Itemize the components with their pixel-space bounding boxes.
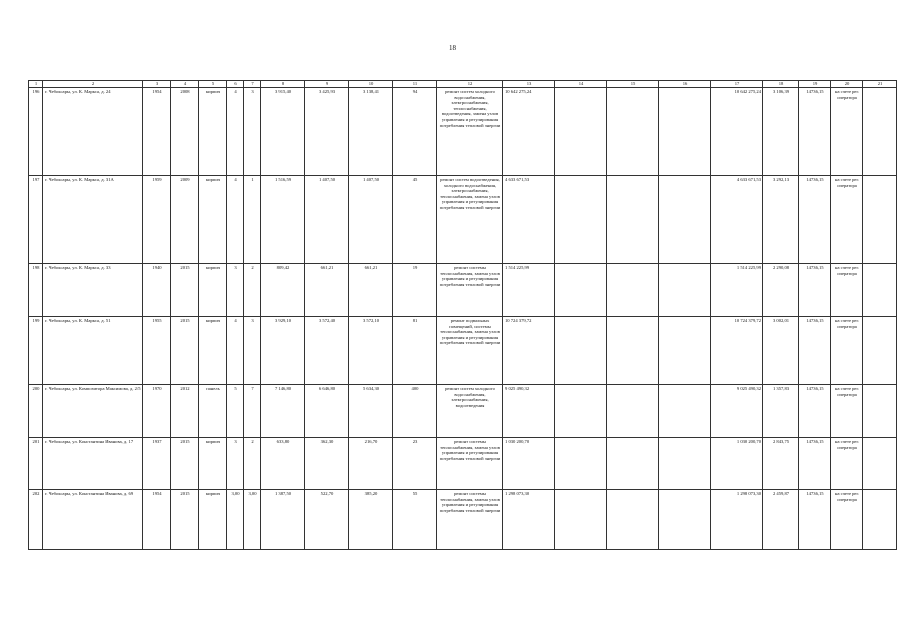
cell-works: ремонт систем водоотведения, холодного водоснабжения, электроснабжения, теплоснабжения, замена узлов управления и регулирования потребления тепловой энергии xyxy=(437,176,503,264)
cell-area-owned: 661,21 xyxy=(349,264,393,317)
column-number: 4 xyxy=(171,81,199,88)
cell-cost-total: 10 642 275,24 xyxy=(503,88,555,176)
cell-entrances: 3 xyxy=(244,317,261,385)
cell-entrances: 1 xyxy=(244,176,261,264)
cell-floors: 5 xyxy=(227,385,244,438)
cell-total-area: 3 915,40 xyxy=(261,88,305,176)
cell-total-area: 1 516,59 xyxy=(261,176,305,264)
cell-cost-owners: 1 030 200,70 xyxy=(711,438,763,490)
cell-cost-fund xyxy=(555,264,607,317)
column-number: 18 xyxy=(763,81,799,88)
cell-cost-per-sqm: 3 106,39 xyxy=(763,88,799,176)
cell-area-residential: 6 646,80 xyxy=(305,385,349,438)
cell-cost-fund xyxy=(555,438,607,490)
cell-residents: 94 xyxy=(393,88,437,176)
cell-limit-cost: 14736,15 xyxy=(799,490,831,550)
cell-cost-budget-region xyxy=(607,317,659,385)
cell-works: ремонт системы теплоснабжения, замена узлов управления и регулирования потребления тепловой энергии xyxy=(437,490,503,550)
cell-address: г. Чебоксары, ул. Константина Иванова, д. 17 xyxy=(43,438,143,490)
cell-year-built: 1970 xyxy=(143,385,171,438)
cell-total-area: 633,80 xyxy=(261,438,305,490)
table-row xyxy=(29,438,897,490)
cell-residents: 19 xyxy=(393,264,437,317)
cell-material: кирпич xyxy=(199,438,227,490)
cell-year-built: 1959 xyxy=(143,176,171,264)
cell-extra xyxy=(863,176,897,264)
cell-total-area: 7 146,80 xyxy=(261,385,305,438)
cell-cost-fund xyxy=(555,88,607,176)
column-number: 8 xyxy=(261,81,305,88)
cell-material: кирпич xyxy=(199,490,227,550)
cell-cost-owners: 4 633 671,53 xyxy=(711,176,763,264)
cell-total-area: 3 929,10 xyxy=(261,317,305,385)
cell-area-owned: 3 138,41 xyxy=(349,88,393,176)
column-number: 6 xyxy=(227,81,244,88)
cell-method: на счете рег. оператора xyxy=(831,317,863,385)
table-row xyxy=(29,385,897,438)
column-number: 13 xyxy=(503,81,555,88)
column-number: 9 xyxy=(305,81,349,88)
cell-works: ремонт систем холодного водоснабжения, электроснабжения, теплоснабжения, водоотведения, замена узлов управления и регулирования потребления тепловой энергии xyxy=(437,88,503,176)
cell-cost-per-sqm: 1 357,83 xyxy=(763,385,799,438)
cell-cost-owners: 10 642 275,24 xyxy=(711,88,763,176)
cell-material: кирпич xyxy=(199,88,227,176)
cell-material: панель xyxy=(199,385,227,438)
cell-floors: 3,00 xyxy=(227,490,244,550)
cell-address: г. Чебоксары, ул. Константина Иванова, д. 69 xyxy=(43,490,143,550)
cell-area-residential: 362,30 xyxy=(305,438,349,490)
cell-cost-budget-region xyxy=(607,176,659,264)
cell-area-residential: 661,21 xyxy=(305,264,349,317)
table-row xyxy=(29,264,897,317)
cell-extra xyxy=(863,490,897,550)
cell-area-owned: 5 634,30 xyxy=(349,385,393,438)
cell-year-overhaul: 2015 xyxy=(171,490,199,550)
cell-area-owned: 3 572,10 xyxy=(349,317,393,385)
column-number: 5 xyxy=(199,81,227,88)
page-number: 18 xyxy=(449,44,456,52)
cell-area-residential: 3 425,93 xyxy=(305,88,349,176)
cell-cost-total: 1 514 225,99 xyxy=(503,264,555,317)
cell-cost-budget-region xyxy=(607,264,659,317)
cell-cost-total: 9 025 490,32 xyxy=(503,385,555,438)
cell-cost-budget-region xyxy=(607,490,659,550)
table-row xyxy=(29,490,897,550)
cell-total-area: 1 387,50 xyxy=(261,490,305,550)
cell-entrances: 2 xyxy=(244,438,261,490)
column-number: 12 xyxy=(437,81,503,88)
cell-works: ремонт системы теплоснабжения, замена узлов управления и регулирования потребления тепловой энергии xyxy=(437,438,503,490)
cell-method: на счете рег. оператора xyxy=(831,264,863,317)
cell-area-residential: 1 407,50 xyxy=(305,176,349,264)
cell-extra xyxy=(863,264,897,317)
column-number: 15 xyxy=(607,81,659,88)
cell-cost-budget-local xyxy=(659,490,711,550)
cell-cost-budget-region xyxy=(607,385,659,438)
cell-residents: 45 xyxy=(393,176,437,264)
cell-floors: 4 xyxy=(227,88,244,176)
cell-year-built: 1954 xyxy=(143,88,171,176)
cell-entrances: 2 xyxy=(244,264,261,317)
cell-works: ремонт системы теплоснабжения, замена узлов управления и регулирования потребления тепловой энергии xyxy=(437,264,503,317)
cell-method: на счете рег. оператора xyxy=(831,385,863,438)
cell-cost-per-sqm: 3 292,13 xyxy=(763,176,799,264)
cell-address: г. Чебоксары, ул. К. Маркса, д. 24 xyxy=(43,88,143,176)
column-number: 19 xyxy=(799,81,831,88)
cell-cost-owners: 1 514 225,99 xyxy=(711,264,763,317)
cell-entrances: 3 xyxy=(244,88,261,176)
column-number: 7 xyxy=(244,81,261,88)
cell-cost-budget-region xyxy=(607,88,659,176)
cell-floors: 3 xyxy=(227,264,244,317)
cell-num: 200 xyxy=(29,385,43,438)
cell-address: г. Чебоксары, ул. К. Маркса, д. 51 xyxy=(43,317,143,385)
cell-address: г. Чебоксары, ул. К. Маркса, д. 31А xyxy=(43,176,143,264)
column-number: 16 xyxy=(659,81,711,88)
column-number-row xyxy=(29,81,897,88)
cell-cost-per-sqm: 2 290,08 xyxy=(763,264,799,317)
cell-cost-fund xyxy=(555,317,607,385)
cell-cost-budget-local xyxy=(659,176,711,264)
cell-num: 202 xyxy=(29,490,43,550)
table-row xyxy=(29,176,897,264)
cell-material: кирпич xyxy=(199,264,227,317)
cell-year-overhaul: 2008 xyxy=(171,88,199,176)
cell-cost-per-sqm: 3 002,01 xyxy=(763,317,799,385)
cell-cost-owners: 9 025 490,32 xyxy=(711,385,763,438)
cell-floors: 3 xyxy=(227,438,244,490)
column-number: 21 xyxy=(863,81,897,88)
cell-material: кирпич xyxy=(199,176,227,264)
cell-cost-fund xyxy=(555,176,607,264)
cell-floors: 4 xyxy=(227,317,244,385)
cell-method: на счете рег. оператора xyxy=(831,88,863,176)
cell-total-area: 809,42 xyxy=(261,264,305,317)
cell-works: ремонт систем холодного водоснабжения, электроснабжения, водоотведения xyxy=(437,385,503,438)
cell-cost-budget-local xyxy=(659,385,711,438)
cell-year-overhaul: 2015 xyxy=(171,264,199,317)
cell-extra xyxy=(863,88,897,176)
cell-year-built: 1955 xyxy=(143,317,171,385)
cell-residents: 81 xyxy=(393,317,437,385)
cell-floors: 4 xyxy=(227,176,244,264)
cell-address: г. Чебоксары, ул. Композитора Максимова, д. 2/5 xyxy=(43,385,143,438)
column-number: 3 xyxy=(143,81,171,88)
cell-year-overhaul: 2009 xyxy=(171,176,199,264)
cell-area-residential: 3 572,40 xyxy=(305,317,349,385)
cell-year-overhaul: 2012 xyxy=(171,385,199,438)
cell-cost-per-sqm: 2 843,75 xyxy=(763,438,799,490)
cell-limit-cost: 14736,15 xyxy=(799,176,831,264)
cell-cost-total: 4 633 671,53 xyxy=(503,176,555,264)
cell-limit-cost: 14736,15 xyxy=(799,385,831,438)
cell-cost-budget-local xyxy=(659,317,711,385)
cell-num: 201 xyxy=(29,438,43,490)
cell-material: кирпич xyxy=(199,317,227,385)
cell-num: 197 xyxy=(29,176,43,264)
cell-limit-cost: 14736,15 xyxy=(799,264,831,317)
column-number: 14 xyxy=(555,81,607,88)
cell-cost-owners: 1 298 073,30 xyxy=(711,490,763,550)
column-number: 17 xyxy=(711,81,763,88)
cell-residents: 55 xyxy=(393,490,437,550)
cell-residents: 23 xyxy=(393,438,437,490)
cell-area-owned: 1 407,50 xyxy=(349,176,393,264)
table-row xyxy=(29,88,897,176)
cell-num: 199 xyxy=(29,317,43,385)
cell-cost-budget-local xyxy=(659,438,711,490)
cell-cost-per-sqm: 2 459,87 xyxy=(763,490,799,550)
cell-extra xyxy=(863,385,897,438)
cell-year-overhaul: 2015 xyxy=(171,317,199,385)
cell-area-residential: 522,70 xyxy=(305,490,349,550)
cell-area-owned: 216,70 xyxy=(349,438,393,490)
cell-cost-total: 1 030 200,70 xyxy=(503,438,555,490)
overhaul-registry-table xyxy=(28,80,897,550)
cell-cost-budget-local xyxy=(659,88,711,176)
cell-num: 196 xyxy=(29,88,43,176)
table-row xyxy=(29,317,897,385)
cell-address: г. Чебоксары, ул. К. Маркса, д. 33 xyxy=(43,264,143,317)
cell-cost-total: 1 298 073,30 xyxy=(503,490,555,550)
cell-method: на счете рег. оператора xyxy=(831,438,863,490)
cell-extra xyxy=(863,438,897,490)
cell-method: на счете рег. оператора xyxy=(831,490,863,550)
cell-year-built: 1940 xyxy=(143,264,171,317)
cell-residents: 400 xyxy=(393,385,437,438)
cell-cost-fund xyxy=(555,385,607,438)
cell-year-overhaul: 2015 xyxy=(171,438,199,490)
cell-num: 198 xyxy=(29,264,43,317)
column-number: 10 xyxy=(349,81,393,88)
cell-limit-cost: 14736,15 xyxy=(799,317,831,385)
column-number: 1 xyxy=(29,81,43,88)
cell-limit-cost: 14736,15 xyxy=(799,438,831,490)
cell-cost-budget-local xyxy=(659,264,711,317)
cell-extra xyxy=(863,317,897,385)
cell-area-owned: 385,20 xyxy=(349,490,393,550)
cell-limit-cost: 14736,15 xyxy=(799,88,831,176)
cell-cost-total: 10 724 379,72 xyxy=(503,317,555,385)
cell-year-built: 1954 xyxy=(143,490,171,550)
cell-method: на счете рег. оператора xyxy=(831,176,863,264)
cell-cost-owners: 10 724 379,72 xyxy=(711,317,763,385)
column-number: 2 xyxy=(43,81,143,88)
cell-cost-fund xyxy=(555,490,607,550)
column-number: 20 xyxy=(831,81,863,88)
column-number: 11 xyxy=(393,81,437,88)
cell-entrances: 3,00 xyxy=(244,490,261,550)
cell-entrances: 7 xyxy=(244,385,261,438)
cell-cost-budget-region xyxy=(607,438,659,490)
cell-year-built: 1937 xyxy=(143,438,171,490)
cell-works: ремонт подвальных помещений, системы теплоснабжения, замена узлов управления и регулирования потребления тепловой энергии xyxy=(437,317,503,385)
